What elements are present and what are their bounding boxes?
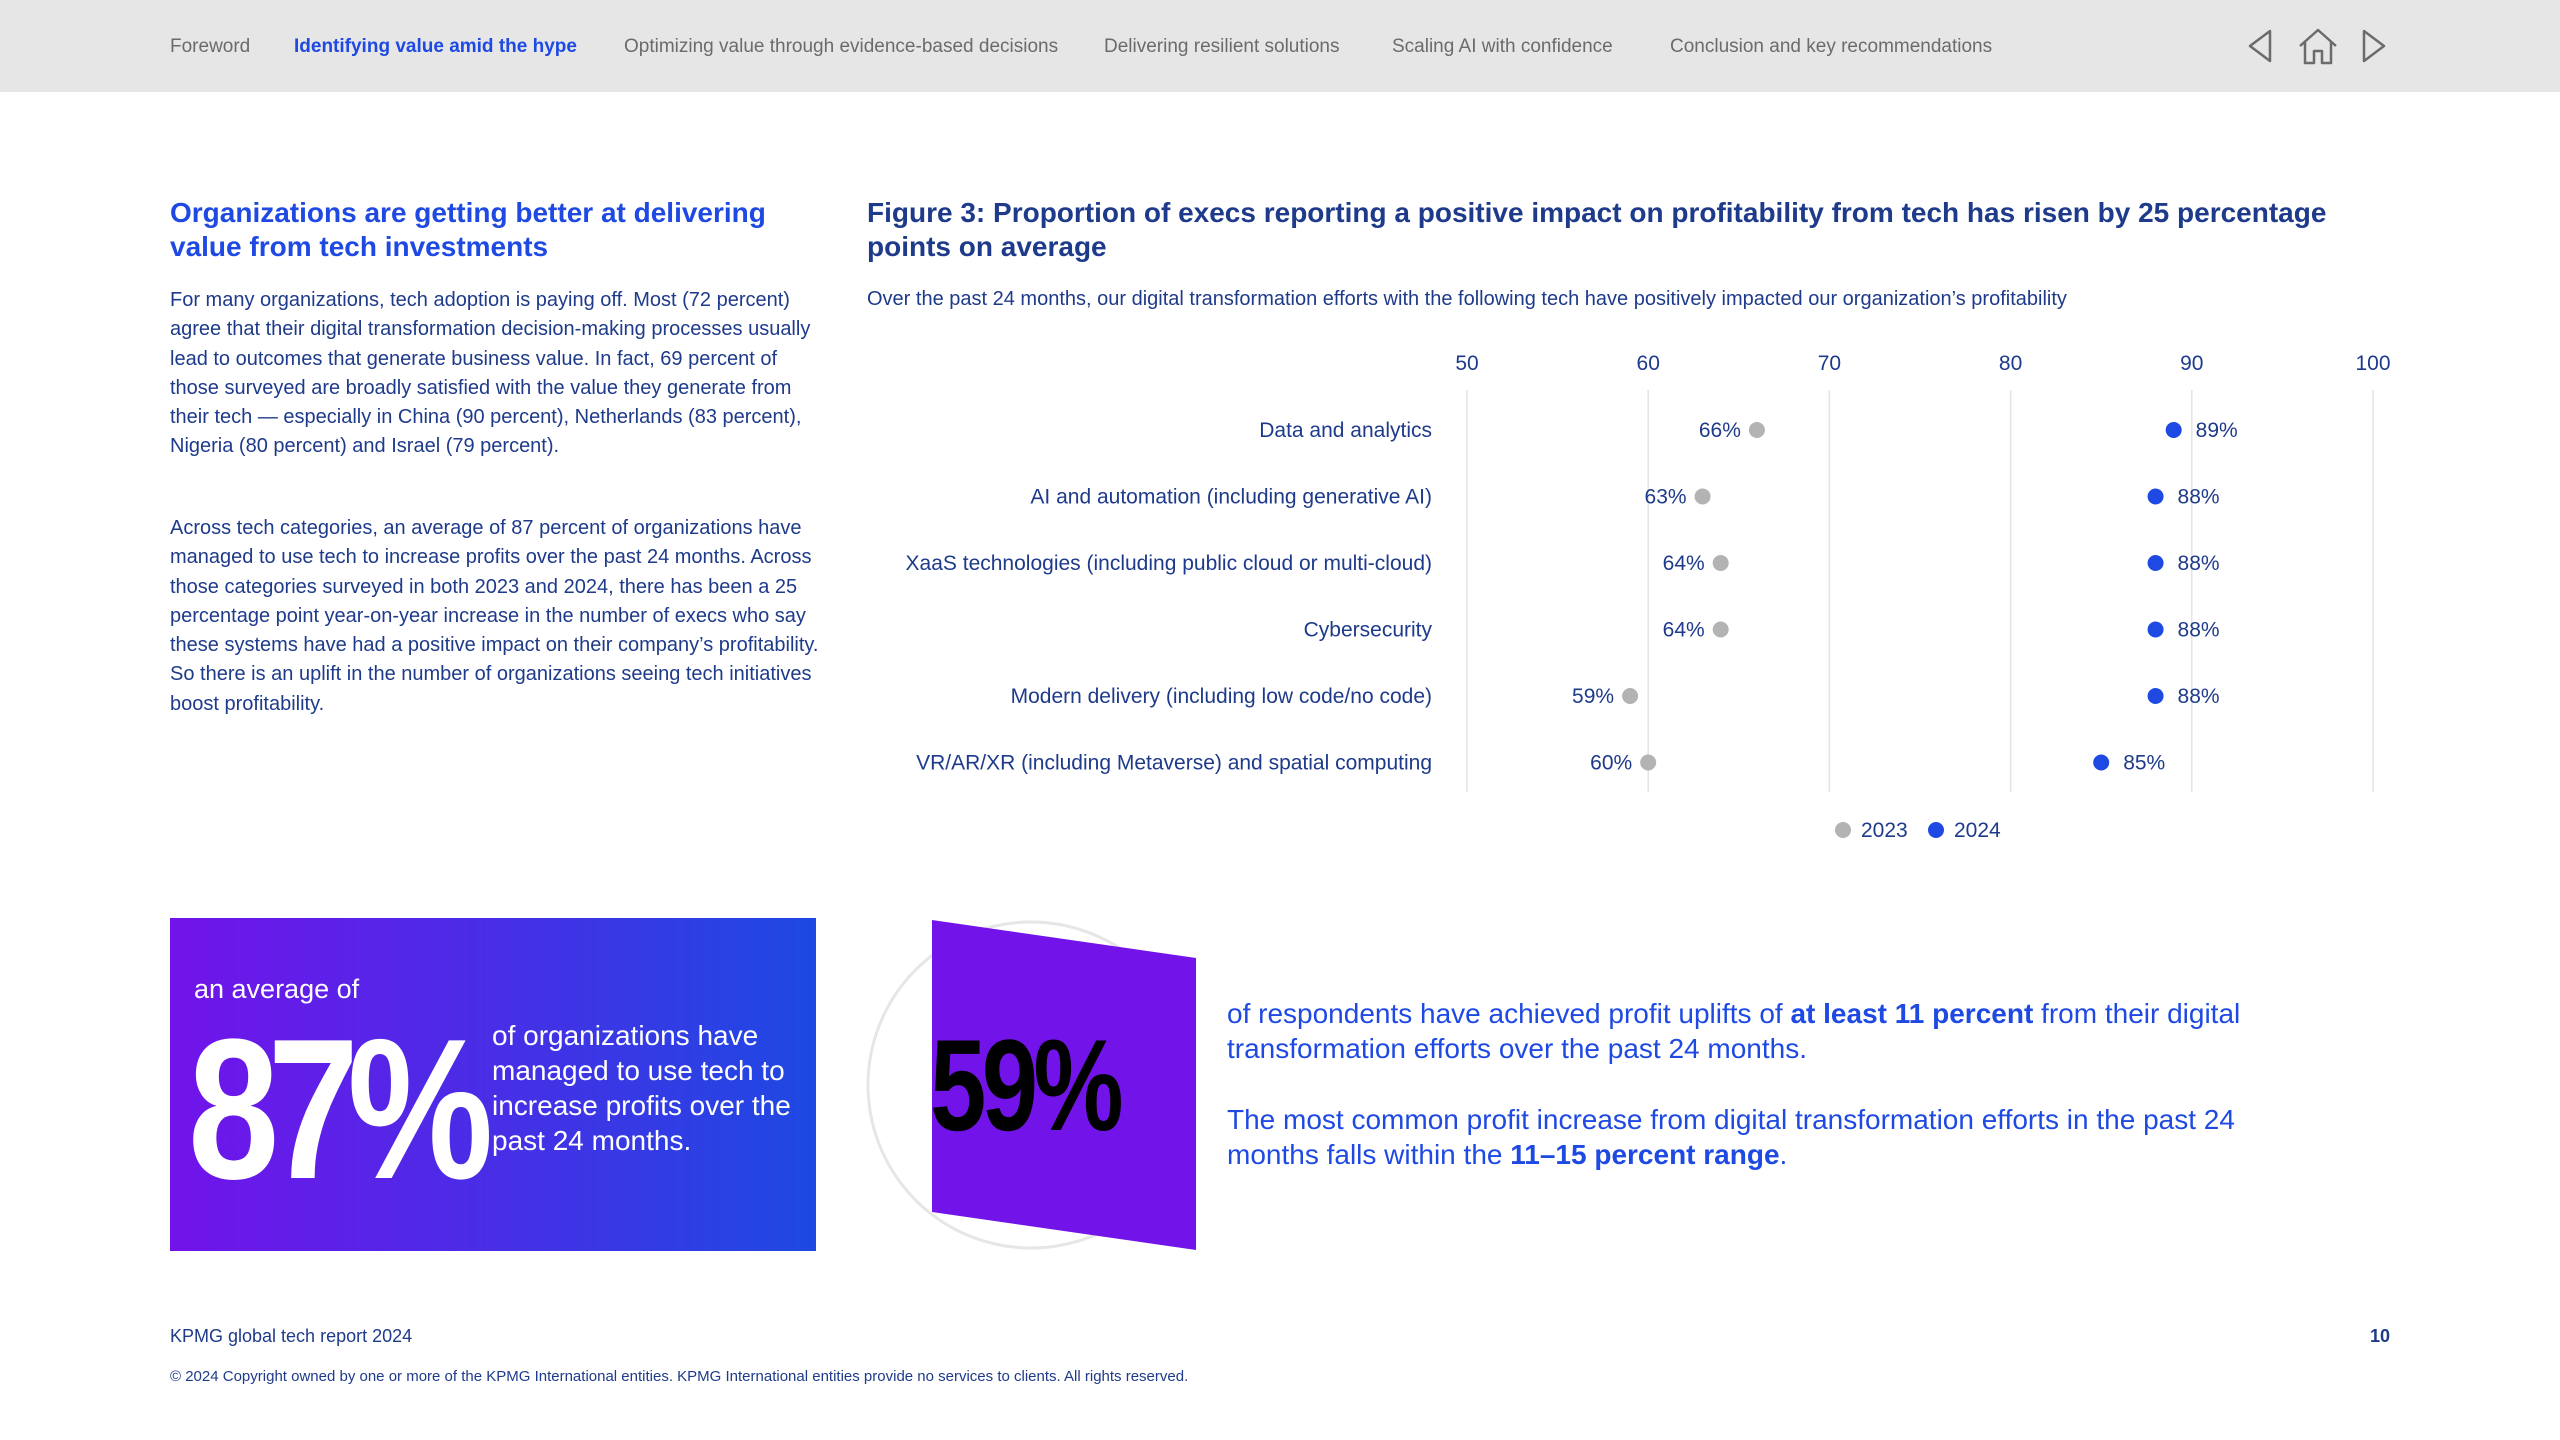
category-label: Modern delivery (including low code/no code) (1010, 685, 1432, 708)
tab-foreword[interactable]: Foreword (170, 36, 251, 57)
legend-swatch-2023 (1835, 822, 1851, 838)
body-paragraph-2: Across tech categories, an average of 87 percent of organizations have managed to use tech to increase profits over the past 24 months. Across those categories surveyed in both 2023 and 2024, there has been a 25 percentage point year-on-year increase in the number of execs who say these systems have had a positive impact on their company’s profitability. So there is an uplift in the number of organizations seeing tech initiatives boost profitability. (170, 517, 819, 715)
stat-box-87 (170, 918, 816, 1251)
section-heading: Organizations are getting better at delivering value from tech investments (170, 197, 766, 262)
data-label-2023: 64% (1662, 552, 1705, 575)
stat-value-87: 87% (188, 998, 482, 1221)
point-2023 (1640, 755, 1656, 771)
x-tick-label: 50 (1455, 352, 1479, 375)
point-2023 (1749, 422, 1765, 438)
tab-delivering-resilient[interactable]: Delivering resilient solutions (1104, 36, 1340, 57)
top-navigation (0, 0, 2560, 92)
data-label-2024: 88% (2177, 685, 2220, 708)
category-label: AI and automation (including generative AI) (1030, 485, 1432, 509)
category-label: Cybersecurity (1303, 618, 1432, 642)
x-tick-label: 80 (1998, 352, 2023, 375)
data-label-2024: 85% (2123, 751, 2166, 775)
data-label-2023: 66% (1698, 419, 1741, 442)
stat59-text-1: of respondents have achieved profit uplifts of at least 11 percent from their digital transformation efforts over the past 24 months. (1227, 998, 2241, 1064)
data-label-2023: 60% (1590, 751, 1633, 775)
report-title: KPMG global tech report 2024 (170, 1326, 413, 1346)
point-2024 (2148, 688, 2164, 704)
stat-description: of organizations have managed to use tech to increase profits over the past 24 months. (492, 1020, 791, 1156)
point-2024 (2148, 622, 2164, 638)
previous-page-icon[interactable] (2240, 24, 2284, 68)
next-page-icon[interactable] (2350, 24, 2394, 68)
data-label-2024: 88% (2177, 552, 2220, 575)
data-label-2023: 63% (1644, 485, 1687, 509)
dumbbell-chart (860, 340, 2420, 860)
data-label-2024: 88% (2177, 485, 2220, 509)
x-tick-label: 70 (1817, 352, 1842, 375)
body-paragraph-1: For many organizations, tech adoption is paying off. Most (72 percent) agree that their digital transformation decision-making processes usually lead to outcomes that generate business value. In fact, 69 percent of those surveyed are broadly satisfied with the value they generate from their tech — especially in China (90 percent), Netherlands (83 percent), Nigeria (80 percent) and Israel (79 percent). (170, 289, 811, 458)
point-2023 (1622, 688, 1638, 704)
legend-label-2024: 2024 (1954, 819, 2001, 842)
stat-prefix: an average of (194, 974, 360, 1004)
stat59-text-2: The most common profit increase from digital transformation efforts in the past 24 months falls within the 11–15 percent range. (1227, 1104, 2235, 1170)
stat-value-59: 59% (930, 1012, 1119, 1158)
point-2023 (1713, 622, 1729, 638)
point-2023 (1695, 489, 1711, 505)
category-label: XaaS technologies (including public cloud or multi-cloud) (905, 552, 1432, 575)
tab-identifying-value[interactable]: Identifying value amid the hype (294, 36, 577, 57)
category-label: VR/AR/XR (including Metaverse) and spatial computing (916, 751, 1432, 775)
data-label-2024: 88% (2177, 618, 2220, 642)
x-tick-label: 100 (2355, 352, 2391, 375)
x-tick-label: 90 (2180, 352, 2204, 375)
point-2024 (2148, 555, 2164, 571)
figure-title: Figure 3: Proportion of execs reporting a positive impact on profitability from tech has risen by 25 percentage points on average (867, 197, 2327, 262)
figure-subtitle: Over the past 24 months, our digital transformation efforts with the following tech have positively impacted our organization’s profitability (867, 288, 2067, 310)
x-tick-label: 60 (1636, 352, 1660, 375)
tab-conclusion[interactable]: Conclusion and key recommendations (1670, 36, 1993, 57)
point-2023 (1713, 555, 1729, 571)
legend-swatch-2024 (1928, 822, 1944, 838)
tab-optimizing-value[interactable]: Optimizing value through evidence-based decisions (624, 36, 1059, 57)
legend-label-2023: 2023 (1861, 819, 1908, 842)
home-icon[interactable] (2296, 24, 2340, 68)
copyright-notice: © 2024 Copyright owned by one or more of the KPMG International entities. KPMG International entities provide no services to clients. All rights reserved. (170, 1368, 1189, 1385)
point-2024 (2166, 422, 2182, 438)
data-label-2023: 59% (1572, 685, 1615, 708)
page-number: 10 (2370, 1326, 2391, 1346)
data-label-2023: 64% (1662, 618, 1705, 642)
tab-scaling-ai[interactable]: Scaling AI with confidence (1392, 36, 1613, 57)
point-2024 (2148, 489, 2164, 505)
category-label: Data and analytics (1259, 419, 1432, 442)
data-label-2024: 89% (2195, 419, 2238, 442)
point-2024 (2093, 755, 2109, 771)
